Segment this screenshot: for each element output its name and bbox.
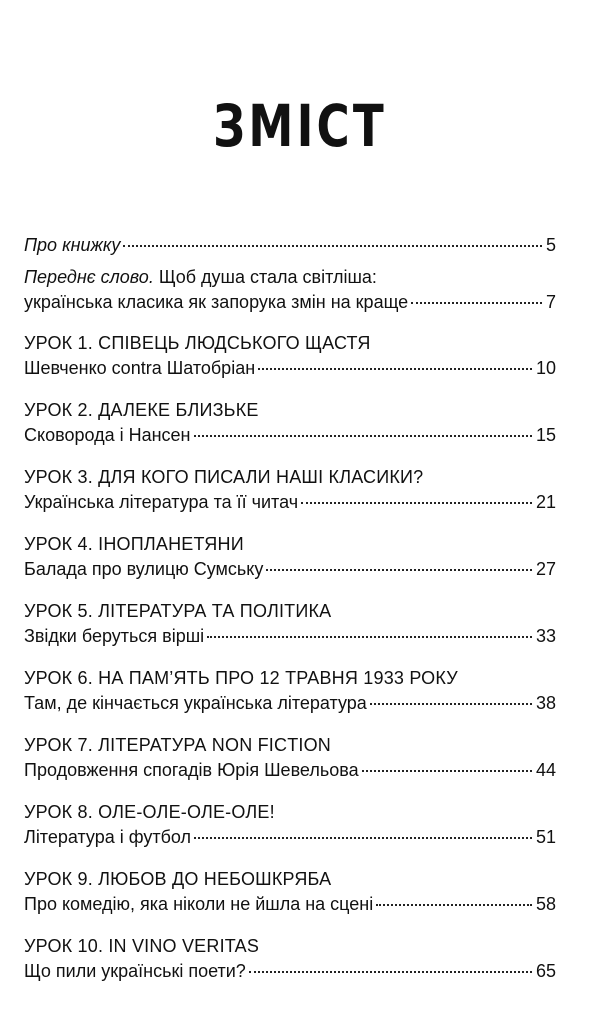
entry-title: Переднє слово. [24,267,154,287]
table-of-contents [24,233,556,984]
lesson-heading: УРОК 9. ЛЮБОВ ДО НЕБОШКРЯБА [24,869,332,889]
page-number: 38 [535,693,556,713]
lesson-heading: УРОК 6. НА ПАМ’ЯТЬ ПРО 12 ТРАВНЯ 1933 РОКУ [24,668,458,688]
entry-subtitle: Література і футбол [24,827,192,847]
page-number: 15 [535,425,556,445]
page-number: 51 [535,827,556,847]
lesson-heading: УРОК 7. ЛІТЕРАТУРА NON FICTION [24,735,331,755]
lesson-heading: УРОК 10. IN VINO VERITAS [24,936,260,956]
page-number: 33 [535,626,556,646]
toc-entry-lesson-5[interactable] [24,599,556,649]
entry-subtitle: Шевченко contra Шатобріан [24,358,256,378]
lesson-heading: УРОК 2. ДАЛЕКЕ БЛИЗЬКЕ [24,400,259,420]
page-title: ЗМІСТ [213,91,387,160]
page-number: 27 [535,559,556,579]
dot-leader [194,435,532,437]
lesson-heading: УРОК 3. ДЛЯ КОГО ПИСАЛИ НАШІ КЛАСИКИ? [24,467,424,487]
dot-leader [411,302,542,304]
page-number: 21 [535,492,556,512]
page-number: 44 [535,760,556,780]
toc-entry-about-book[interactable] [24,233,556,258]
dot-leader [207,636,532,638]
page-number: 7 [545,292,556,312]
dot-leader [249,971,532,973]
lesson-heading: УРОК 5. ЛІТЕРАТУРА ТА ПОЛІТИКА [24,601,332,621]
page-number: 5 [545,235,556,255]
page-number: 65 [535,961,556,981]
page-number: 58 [535,894,556,914]
lesson-heading: УРОК 1. СПІВЕЦЬ ЛЮДСЬКОГО ЩАСТЯ [24,333,371,353]
entry-subtitle: Українська література та її читач [24,492,299,512]
dot-leader [301,502,532,504]
dot-leader [370,703,532,705]
toc-entry-lesson-6[interactable] [24,666,556,716]
toc-entry-lesson-7[interactable] [24,733,556,783]
dot-leader [194,837,532,839]
entry-subtitle: Балада про вулицю Сумську [24,559,264,579]
entry-subtitle: Там, де кінчається українська література [24,693,367,713]
entry-subtitle: Звідки беруться вірші [24,626,205,646]
toc-entry-lesson-1[interactable] [24,331,556,381]
lesson-heading: УРОК 8. ОЛЕ-ОЛЕ-ОЛЕ-ОЛЕ! [24,802,275,822]
entry-title-rest: Щоб душа стала світліша: [153,267,377,287]
entry-title: Про книжку [24,235,121,255]
dot-leader [123,245,542,247]
dot-leader [376,904,532,906]
dot-leader [266,569,532,571]
entry-subtitle: Продовження спогадів Юрія Шевельова [24,760,359,780]
entry-subtitle: Сковорода і Нансен [24,425,191,445]
toc-entry-foreword[interactable] [24,265,556,315]
toc-entry-lesson-3[interactable] [24,465,556,515]
toc-entry-lesson-2[interactable] [24,398,556,448]
dot-leader [258,368,532,370]
toc-entry-lesson-4[interactable] [24,532,556,582]
entry-subtitle: українська класика як запорука змін на краще [24,292,409,312]
toc-entry-lesson-10[interactable] [24,934,556,984]
page-number: 10 [535,358,556,378]
entry-subtitle: Що пили українські поети? [24,961,246,981]
dot-leader [362,770,532,772]
toc-entry-lesson-9[interactable] [24,867,556,917]
toc-entry-lesson-8[interactable] [24,800,556,850]
entry-subtitle: Про комедію, яка ніколи не йшла на сцені [24,894,374,914]
lesson-heading: УРОК 4. ІНОПЛАНЕТЯНИ [24,534,244,554]
